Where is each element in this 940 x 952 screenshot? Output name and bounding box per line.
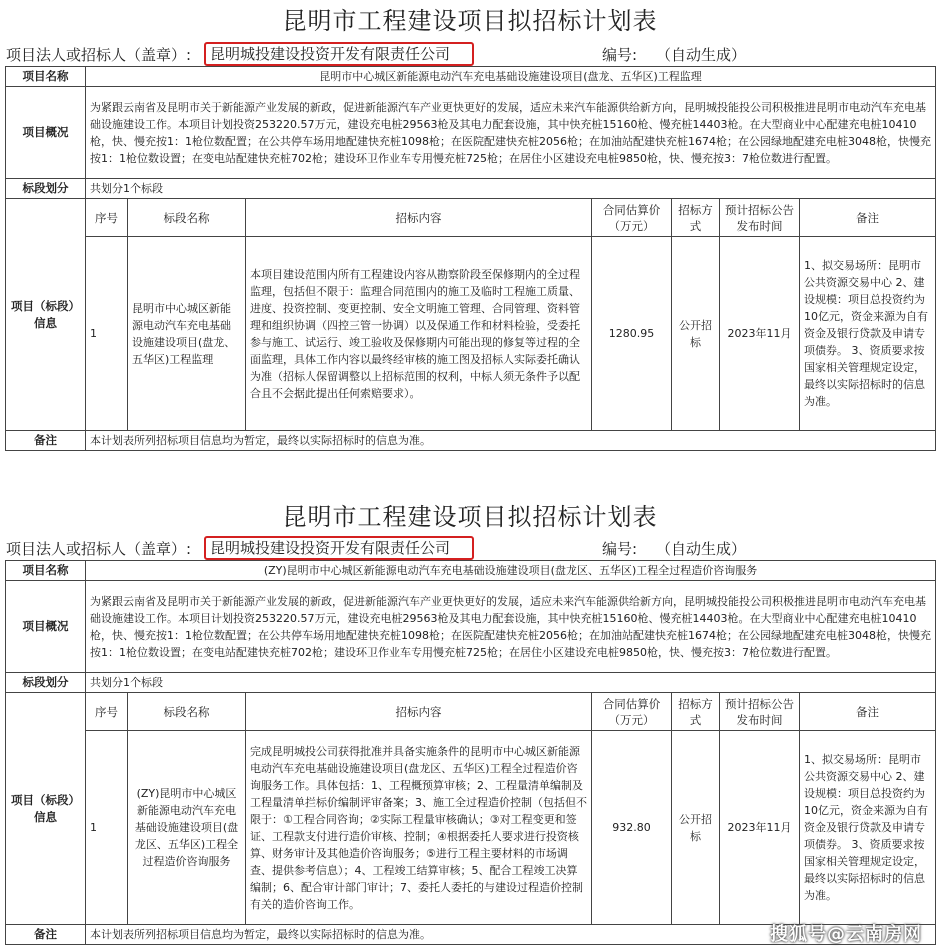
row-section-name: 昆明市中心城区新能源电动汽车充电基础设施建设项目(盘龙、五华区)工程监理	[128, 237, 246, 431]
row-content: 完成昆明城投公司获得批准并具备实施条件的昆明市中心城区新能源电动汽车充电基础设施建设项目(盘龙区、五华区)工程全过程造价咨询服务工作。具体包括：1、工程概预算审核；2、工程量清单编制及工程量清单拦标价编制评审备案；3、施工全过程造价控制（包括但不限于：①工程合同咨询；②实际工程量审核确认；③对工程变更和签证、工程款支付进行造价审核、控制；④根据委托人要求进行投资核算、财务审计及其他造价咨询服务；⑤进行工程主要材料的市场调查、提供参考信息）；4、工程竣工结算审核；5、配合工程竣工决算编制；6、配合审计部门审计；7、委托人委托的与建设过程造价控制有关的造价咨询工作。	[246, 731, 592, 925]
tenderer-value-highlight: 昆明城投建设投资开发有限责任公司	[204, 42, 474, 66]
project-name-value: 昆明市中心城区新能源电动汽车充电基础设施建设项目(盘龙、五华区)工程监理	[86, 67, 936, 87]
col-header-price: 合同估算价（万元）	[592, 199, 672, 237]
col-header-method: 招标方式	[672, 693, 720, 731]
col-header-no: 序号	[86, 199, 128, 237]
col-header-remark: 备注	[800, 199, 936, 237]
overview-label: 项目概况	[6, 581, 86, 673]
note-value: 本计划表所列招标项目信息均为暂定，最终以实际招标时的信息为准。	[86, 925, 936, 945]
plan-2-tenderer-row	[0, 536, 940, 560]
col-header-no: 序号	[86, 693, 128, 731]
tenderer-label: 项目法人或招标人（盖章）:	[6, 540, 192, 558]
plan-2-title: 昆明市工程建设项目拟招标计划表	[282, 503, 658, 531]
overview-label: 项目概况	[6, 87, 86, 179]
section-value: 共划分1个标段	[86, 179, 936, 199]
tenderer-value-highlight: 昆明城投建设投资开发有限责任公司	[204, 536, 474, 560]
row-section-name: (ZY)昆明市中心城区新能源电动汽车充电基础设施建设项目(盘龙区、五华区)工程全过程造价咨询服务	[128, 731, 246, 925]
row-date: 2023年11月	[720, 237, 800, 431]
col-header-date: 预计招标公告发布时间	[720, 693, 800, 731]
info-label: 项目（标段）信息	[6, 693, 86, 925]
code-label: 编号:	[602, 540, 638, 558]
note-value: 本计划表所列招标项目信息均为暂定，最终以实际招标时的信息为准。	[86, 431, 936, 451]
plan-1-title: 昆明市工程建设项目拟招标计划表	[282, 7, 658, 35]
col-header-date: 预计招标公告发布时间	[720, 199, 800, 237]
note-label: 备注	[6, 925, 86, 945]
source-watermark: 搜狐号@云南房网	[770, 924, 922, 945]
row-remark: 1、拟交易场所：昆明市公共资源交易中心 2、建设规模：项目总投资约为10亿元，资金来源为自有资金及银行贷款及申请专项债券。 3、资质要求按国家相关管理规定设定，最终以实际招标时的信息为准。	[800, 731, 936, 925]
col-header-content: 招标内容	[246, 693, 592, 731]
plan-2-table	[5, 560, 936, 945]
section-value: 共划分1个标段	[86, 673, 936, 693]
row-no: 1	[86, 237, 128, 431]
col-header-content: 招标内容	[246, 199, 592, 237]
tenderer-label: 项目法人或招标人（盖章）:	[6, 46, 192, 64]
row-content: 本项目建设范围内所有工程建设内容从勘察阶段至保修期内的全过程监理，包括但不限于：监理合同范围内的施工及临时工程施工质量、进度、投资控制、变更控制、安全文明施工管理、合同管理、资料管理和组织协调（四控三管一协调）以及保通工作和材料检验，受委托参与施工、试运行、竣工验收及保修期内可能出现的修复等过程的全面监理，具体工作内容以最终经审核的施工图及招标人实际委托确认为准（招标人保留调整以上招标范围的权利，中标人须无条件予以配合且不会据此提出任何索赔要求）。	[246, 237, 592, 431]
row-method: 公开招标	[672, 237, 720, 431]
col-header-price: 合同估算价（万元）	[592, 693, 672, 731]
code-value: （自动生成）	[656, 46, 747, 64]
code-label: 编号:	[602, 46, 638, 64]
code-value: （自动生成）	[656, 540, 747, 558]
info-label: 项目（标段）信息	[6, 199, 86, 431]
row-date: 2023年11月	[720, 731, 800, 925]
project-name-label: 项目名称	[6, 67, 86, 87]
plan-1-tenderer-row	[0, 42, 940, 66]
col-header-remark: 备注	[800, 693, 936, 731]
row-method: 公开招标	[672, 731, 720, 925]
row-price: 932.80	[592, 731, 672, 925]
note-label: 备注	[6, 431, 86, 451]
row-remark: 1、拟交易场所：昆明市公共资源交易中心 2、建设规模：项目总投资约为10亿元，资金来源为自有资金及银行贷款及申请专项债券。 3、资质要求按国家相关管理规定设定，最终以实际招标时的信息为准。	[800, 237, 936, 431]
plan-1-table	[5, 66, 936, 451]
col-header-name: 标段名称	[128, 199, 246, 237]
overview-value: 为紧跟云南省及昆明市关于新能源产业发展的新政，促进新能源汽车产业更快更好的发展，适应未来汽车能源供给新方向，昆明城投能投公司积极推进昆明市电动汽车充电基础设施建设工作。本项目计划投资253220.57万元，建设充电桩29563枪及其电力配套设施，其中快充桩15160枪、慢充桩14403枪。在大型商业中心配建充电桩10410枪，快、慢充按1：1枪位数配置；在公共停车场用地配建快充桩1098枪；在医院配建快充桩2056枪；在加油站配建快充桩1674枪；在公园绿地配建充电桩3048枪，快慢充按1：1枪位数设置；在变电站配建快充桩702枪；建设环卫作业车专用慢充桩725枪；在居住小区建设充电桩9850枪，快、慢充按3：7枪位数进行配置。	[86, 581, 936, 673]
row-no: 1	[86, 731, 128, 925]
project-name-value: (ZY)昆明市中心城区新能源电动汽车充电基础设施建设项目(盘龙区、五华区)工程全过程造价咨询服务	[86, 561, 936, 581]
project-name-label: 项目名称	[6, 561, 86, 581]
row-price: 1280.95	[592, 237, 672, 431]
col-header-name: 标段名称	[128, 693, 246, 731]
col-header-method: 招标方式	[672, 199, 720, 237]
overview-value: 为紧跟云南省及昆明市关于新能源产业发展的新政，促进新能源汽车产业更快更好的发展，适应未来汽车能源供给新方向，昆明城投能投公司积极推进昆明市电动汽车充电基础设施建设工作。本项目计划投资253220.57万元，建设充电桩29563枪及其电力配套设施，其中快充桩15160枪、慢充桩14403枪。在大型商业中心配建充电桩10410枪，快、慢充按1：1枪位数配置；在公共停车场用地配建快充桩1098枪；在医院配建快充桩2056枪；在加油站配建快充桩1674枪；在公园绿地配建充电桩3048枪，快慢充按1：1枪位数设置；在变电站配建快充桩702枪；建设环卫作业车专用慢充桩725枪；在居住小区建设充电桩9850枪，快、慢充按3：7枪位数进行配置。	[86, 87, 936, 179]
section-label: 标段划分	[6, 179, 86, 199]
section-label: 标段划分	[6, 673, 86, 693]
